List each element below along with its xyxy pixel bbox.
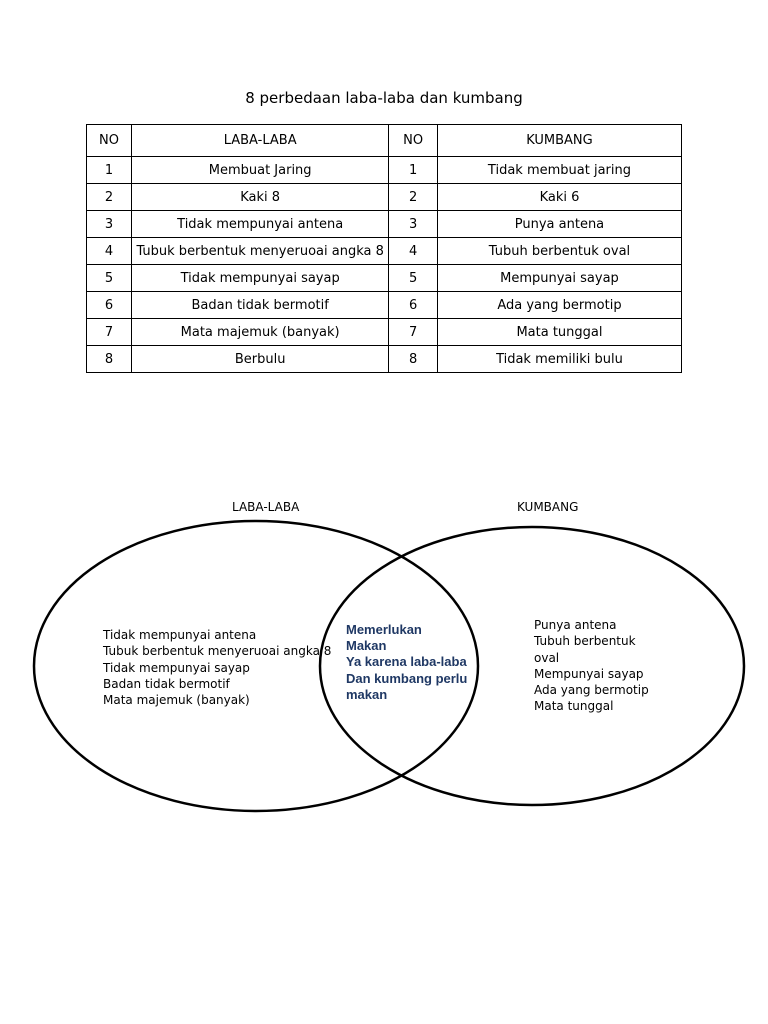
list-item: Tubuh berbentuk bbox=[534, 634, 636, 649]
laba-laba-trait: Tidak mempunyai antena bbox=[131, 211, 388, 238]
kumbang-trait: Tubuh berbentuk oval bbox=[437, 238, 681, 265]
list-item: Dan kumbang perlu bbox=[346, 670, 468, 686]
list-item: Mata tunggal bbox=[534, 699, 614, 714]
row-number: 8 bbox=[389, 346, 438, 373]
row-number: 3 bbox=[87, 211, 132, 238]
laba-laba-trait: Berbulu bbox=[131, 346, 388, 373]
header-no-right: NO bbox=[389, 125, 438, 157]
row-number: 6 bbox=[87, 292, 132, 319]
list-item: Ada yang bermotip bbox=[534, 683, 649, 698]
row-number: 2 bbox=[389, 184, 438, 211]
row-number: 1 bbox=[87, 157, 132, 184]
list-item: Mata majemuk (banyak) bbox=[103, 693, 250, 708]
row-number: 4 bbox=[389, 238, 438, 265]
laba-laba-trait: Badan tidak bermotif bbox=[131, 292, 388, 319]
kumbang-trait: Punya antena bbox=[437, 211, 681, 238]
list-item: Memerlukan bbox=[346, 622, 422, 637]
list-item: Ya karena laba-laba bbox=[346, 654, 467, 670]
venn-label-kumbang: KUMBANG bbox=[517, 500, 579, 514]
row-number: 1 bbox=[389, 157, 438, 184]
venn-intersection-text bbox=[346, 622, 470, 703]
list-item: oval bbox=[534, 650, 560, 665]
list-item: Tidak mempunyai antena bbox=[103, 628, 257, 642]
venn-laba-laba-list bbox=[103, 627, 331, 708]
row-number: 2 bbox=[87, 184, 132, 211]
header-kumbang: KUMBANG bbox=[437, 125, 681, 157]
venn-kumbang-list bbox=[534, 617, 649, 715]
list-item: Punya antena bbox=[534, 618, 617, 632]
list-item: Tubuk berbentuk menyeruoai angka 8 bbox=[103, 644, 332, 659]
venn-label-laba-laba: LABA-LABA bbox=[232, 500, 300, 514]
list-item: Tidak mempunyai sayap bbox=[103, 660, 250, 675]
row-number: 4 bbox=[87, 238, 132, 265]
kumbang-trait: Tidak memiliki bulu bbox=[437, 346, 681, 373]
laba-laba-trait: Tubuk berbentuk menyeruoai angka 8 bbox=[131, 238, 388, 265]
laba-laba-trait: Tidak mempunyai sayap bbox=[131, 265, 388, 292]
row-number: 7 bbox=[87, 319, 132, 346]
document-title: 8 perbedaan laba-laba dan kumbang bbox=[245, 89, 523, 107]
laba-laba-trait: Membuat Jaring bbox=[131, 157, 388, 184]
kumbang-trait: Mempunyai sayap bbox=[437, 265, 681, 292]
kumbang-trait: Kaki 6 bbox=[437, 184, 681, 211]
row-number: 5 bbox=[87, 265, 132, 292]
row-number: 3 bbox=[389, 211, 438, 238]
list-item: Badan tidak bermotif bbox=[103, 676, 230, 691]
list-item: Makan bbox=[346, 638, 387, 654]
kumbang-trait: Ada yang bermotip bbox=[437, 292, 681, 319]
row-number: 5 bbox=[389, 265, 438, 292]
list-item: makan bbox=[346, 686, 388, 702]
header-laba-laba: LABA-LABA bbox=[131, 125, 388, 157]
laba-laba-trait: Kaki 8 bbox=[131, 184, 388, 211]
list-item: Mempunyai sayap bbox=[534, 666, 644, 681]
row-number: 7 bbox=[389, 319, 438, 346]
row-number: 6 bbox=[389, 292, 438, 319]
header-no-left: NO bbox=[87, 125, 132, 157]
row-number: 8 bbox=[87, 346, 132, 373]
kumbang-trait: Mata tunggal bbox=[437, 319, 681, 346]
kumbang-trait: Tidak membuat jaring bbox=[437, 157, 681, 184]
laba-laba-trait: Mata majemuk (banyak) bbox=[131, 319, 388, 346]
